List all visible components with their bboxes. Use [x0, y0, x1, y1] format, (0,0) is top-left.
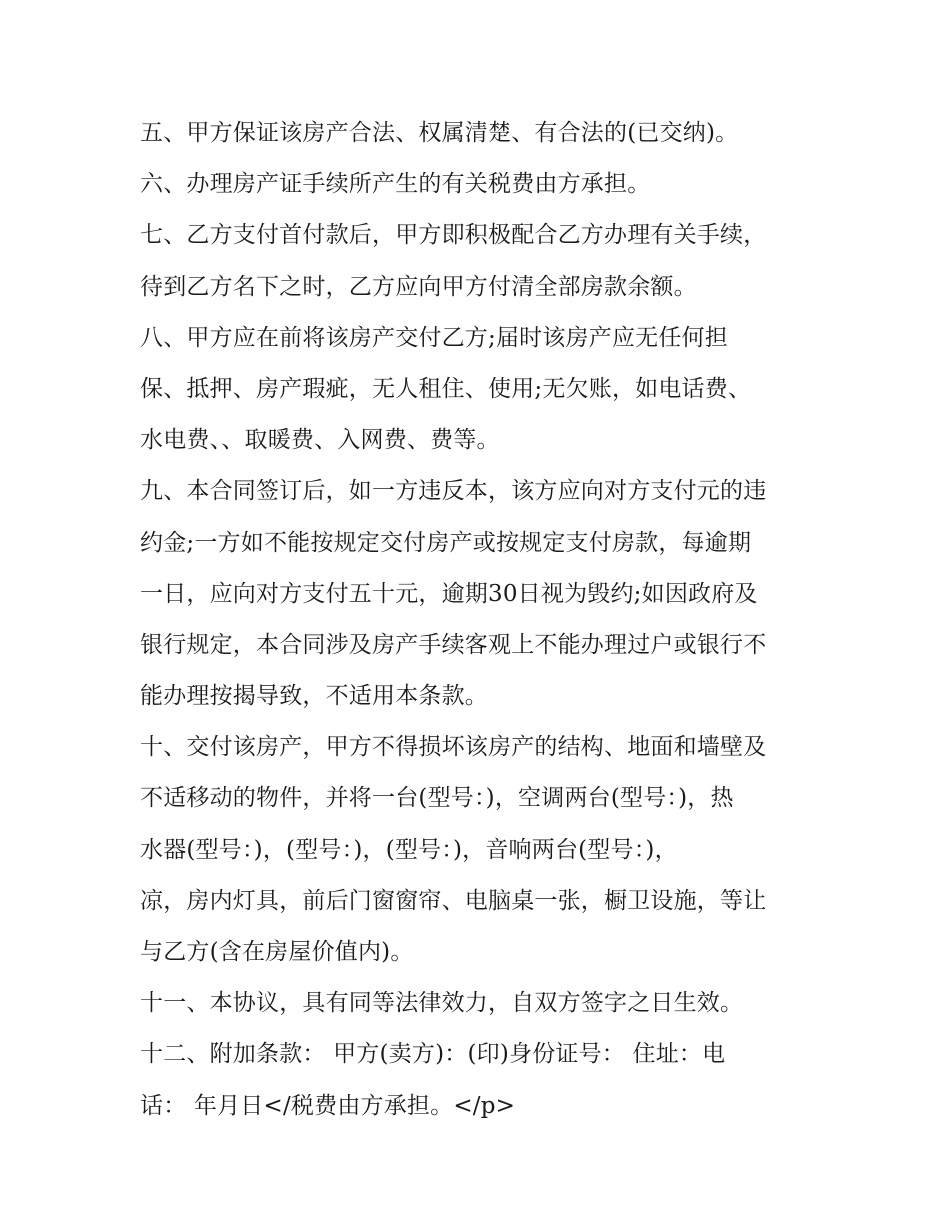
- clause-11-line: 十一、本协议，具有同等法律效力，自双方签字之日生效。: [140, 990, 744, 1017]
- clause-7-line-1: 七、乙方支付首付款后，甲方即积极配合乙方办理有关手续，: [140, 222, 767, 249]
- contract-body: [140, 108, 830, 1132]
- clause-9-line-2: 约金;一方如不能按规定交付房产或按规定支付房款，每逾期: [140, 529, 752, 556]
- clause-7-line-2: 待到乙方名下之时，乙方应向甲方付清全部房款余额。: [140, 273, 697, 300]
- clause-6-line: 六、办理房产证手续所产生的有关税费由方承担。: [140, 171, 651, 198]
- clause-5-line: 五、甲方保证该房产合法、权属清楚、有合法的(已交纳)。: [140, 120, 739, 146]
- clause-10-line-1: 十、交付该房产，甲方不得损坏该房产的结构、地面和墙壁及: [140, 734, 767, 761]
- clause-12-line-2: 话： 年月日</税费由方承担。</p>: [140, 1092, 516, 1119]
- clause-8-line-1: 八、甲方应在前将该房产交付乙方;届时该房产应无任何担: [140, 324, 728, 351]
- clause-9-line-3: 一日，应向对方支付五十元，逾期30日视为毁约;如因政府及: [140, 580, 758, 607]
- clause-9-line-4: 银行规定，本合同涉及房产手续客观上不能办理过户或银行不: [140, 631, 767, 658]
- clause-10-line-5: 与乙方(含在房屋价值内)。: [140, 939, 414, 965]
- clause-10-line-4: 凉，房内灯具，前后门窗窗帘、电脑桌一张，橱卫设施，等让: [140, 887, 767, 914]
- clause-9-line-5: 能办理按揭导致，不适用本条款。: [140, 683, 488, 710]
- clause-12-line-1: 十二、附加条款： 甲方(卖方)：(印)身份证号： 住址：电: [140, 1041, 726, 1068]
- clause-8-line-3: 水电费、、取暖费、入网费、费等。: [140, 427, 500, 454]
- clause-9-line-1: 九、本合同签订后，如一方违反本，该方应向对方支付元的违: [140, 478, 767, 505]
- clause-10-line-3: 水器(型号：)，(型号：)，(型号：)，音响两台(型号：)，: [140, 836, 678, 863]
- clause-8-line-2: 保、抵押、房产瑕疵，无人租住、使用;无欠账，如电话费、: [140, 375, 752, 402]
- clause-10-line-2: 不适移动的物件，并将一台(型号：)，空调两台(型号：)，热: [140, 785, 734, 812]
